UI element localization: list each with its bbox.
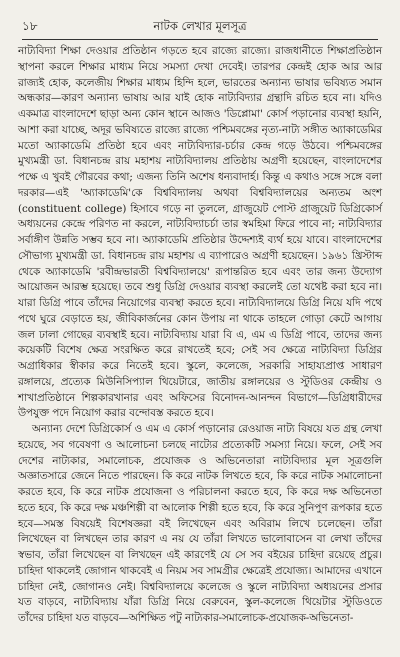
page-header <box>22 14 378 36</box>
body-text <box>18 44 382 627</box>
running-title: নাটক লেখার মূলসূত্র <box>153 19 247 33</box>
page-number: ১৮ <box>22 19 38 33</box>
paragraph-2: অন্যান্য দেশে ডিগ্রিকোর্স ও এম এ কোর্স পড়ানোর রেওয়াজ নাট্য বিষয়ে যত গ্রন্থ লেখা হয়েছে, সব গবেষণা ও আলোচনা চলছে নাট্যের প্রত্যেকটি সমস্যা নিয়ে। ফলে, সেই সব দেশের নাট্যকার, সমালোচক, প্রযোজক ও অভিনেতারা নাট্যবিদ্যার মূল সূত্রগুলি অজ্ঞাতসারে জেনে নিতে পারছেন। কি করে নাটক লিখতে হবে, কি করে নাটক সমালোচনা করতে হবে, কি করে নাটক প্রযোজনা ও পরিচালনা করতে হবে, কি করে দক্ষ অভিনেতা হতে হবে, কি করে দক্ষ মঞ্চশিল্পী বা আলোক শিল্পী হতে হবে, কি করে সুনিপুণ রূপকার হতে হবে—সমস্ত বিষয়েই বিশেষজ্ঞরা বই লিখেছেন এবং অবিরাম লিখে চলেছেন। তাঁরা লিখেছেন বা লিখছেন তার কারণ এ নয় যে তাঁরা লিখতে ভালোবাসেন বা লেখা তাঁদের স্বভাব, তাঁরা লিখেছেন বা লিখছেন এই কারণেই যে সে সব বইয়ের চাহিদা রয়েছে প্রচুর। চাহিদা থাকলেই জোগান থাকবেই এ নিয়ম সব সামগ্রীর ক্ষেত্রেই প্রযোজ্য। আমাদের এখানে চাহিদা নেই, জোগানও নেই। বিশ্ববিদ্যালয়ে কলেজে ও স্কুলে নাট্যবিদ্যা অধ্যয়নের প্রসার যত বাড়বে, নাট্যবিদ্যায় যাঁরা ডিগ্রি নিয়ে বেরুবেন, স্কুল-কলেজে থিয়েটার স্টুডিওতে তাঁদের চাহিদা যত বাড়বে—অশিক্ষিত পটু নাট্যকার-সমালোচক-প্রযোজক-অভিনেতা- <box>18 423 382 624</box>
header-rule <box>22 39 378 40</box>
paragraph-1: নাট্যবিদ্যা শিক্ষা দেওয়ার প্রতিষ্ঠান গড়তে হবে রাজ্যে রাজ্যে। রাজধানীতে শিক্ষাপ্রতিষ্ঠান স্থাপনা করলে শিক্ষার মাধ্যম নিয়ে সমস্যা দেখা দেবেই। তারপর কেন্দ্রই হোক আর আর রাজ্যই হোক, কলেজীয় শিক্ষার মাধ্যম হিন্দি হলে, ভারতের অন্যান্য ভাষার ভবিষ্যত সমান অন্ধকার—কারণ অন্যান্য ভাষায় আর যাই হোক নাট্যবিদ্যার গ্রন্থাদি রচিত হবে না। যদিও একমাত্র বাংলাদেশে ছাড়া অন্য কোন স্থানে আজও 'ডিপ্লোমা' কোর্স পড়ানোর ব্যবস্থা হয়নি, আশা করা যাচ্ছে, অদূর ভবিষ্যতে রাজ্যে রাজ্যে পশ্চিমবঙ্গের নৃত্য-নাট্য সঙ্গীত অ্যাকাডেমির মতো অ্যাকাডেমি প্রতিষ্ঠা হবে এবং নাট্যবিদ্যার-চর্চার কেন্দ্র গড়ে উঠবে। পশ্চিমবঙ্গের মুখ্যমন্ত্রী ডা. বিধানচন্দ্র রায় মহাশয় নাট্যবিদ্যালয় প্রতিষ্ঠায় অগ্রণী হয়েছেন, বাংলাদেশের পক্ষে এ খুবই গৌরবের কথা; এজন্য তিনি অশেষ ধন্যবাদার্হ। কিন্তু এ কথাও সঙ্গে সঙ্গে বলা দরকার—এই 'অ্যাকাডেমি'কে বিশ্ববিদ্যালয় অথবা বিশ্ববিদ্যালয়ের অন্যতম অংশ (constituent college) হিসাবে গড়ে না তুললে, গ্রাজুয়েট পোস্ট গ্রাজুয়েট ডিগ্রিকোর্স অধ্যয়নের কেন্দ্রে পরিণত না করলে, নাট্যবিদ্যাচর্চা তার স্বমহিমা ফিরে পাবে না; নাট্যবিদ্যার সর্বাঙ্গীণ উন্নতি সম্ভব হবে না। অ্যাকাডেমি প্রতিষ্ঠার উদ্দেশ্যই ব্যর্থ হয়ে যাবে। বাংলাদেশের সৌভাগ্য মুখ্যমন্ত্রী ডা. বিধানচন্দ্র রায় মহাশয় এ ব্যাপারেও অগ্রণী হয়েছেন। ১৯৬১ খ্রিস্টাব্দ থেকে অ্যাকাডেমি 'রবীন্দ্রভারতী বিশ্ববিদ্যালয়ে' রূপান্তরিত হবে এবং তার জন্য উদ্যোগ আয়োজন আরম্ভ হয়েছে। তবে শুধু ডিগ্রি দেওয়ার ব্যবস্থা করলেই তো যথেষ্ট করা হবে না। যারা ডিগ্রি পাবে তাঁদের নিয়োগের ব্যবস্থা করতে হবে। নাট্যবিদ্যালয়ে ডিগ্রি নিয়ে যদি পথে পথে ঘুরে বেড়াতে হয়, জীবিকার্জনের কোন উপায় না থাকে তাহলে গোড়া কেটে আগায় জল ঢালা গোছের ব্যবস্থাই হবে। নাট্যবিদ্যায় যারা বি এ, এম এ ডিগ্রি পাবে, তাদের জন্য কয়েকটি বিশেষ ক্ষেত্র সংরক্ষিত করে রাখতেই হবে; সেই সব ক্ষেত্রে নাট্যবিদ্যা ডিগ্রির অগ্রাধিকার স্বীকার করে নিতেই হবে। স্কুলে, কলেজে, সরকারি সাহায্যপ্রাপ্ত সাধারণ রঙ্গালয়ে, প্রত্যেক মিউনিসিপ্যাল থিয়েটারে, জাতীয় রঙ্গালয়ের ও স্টুডিওর কেন্দ্রীয় ও শাখাপ্রতিষ্ঠানে শিল্পকারখানার এবং অফিসের বিনোদন-আনন্দন বিভাগে—ডিগ্রিধারীদের উপযুক্ত পদে নিয়োগ করার বন্দোবস্ত করতে হবে। <box>18 45 382 420</box>
